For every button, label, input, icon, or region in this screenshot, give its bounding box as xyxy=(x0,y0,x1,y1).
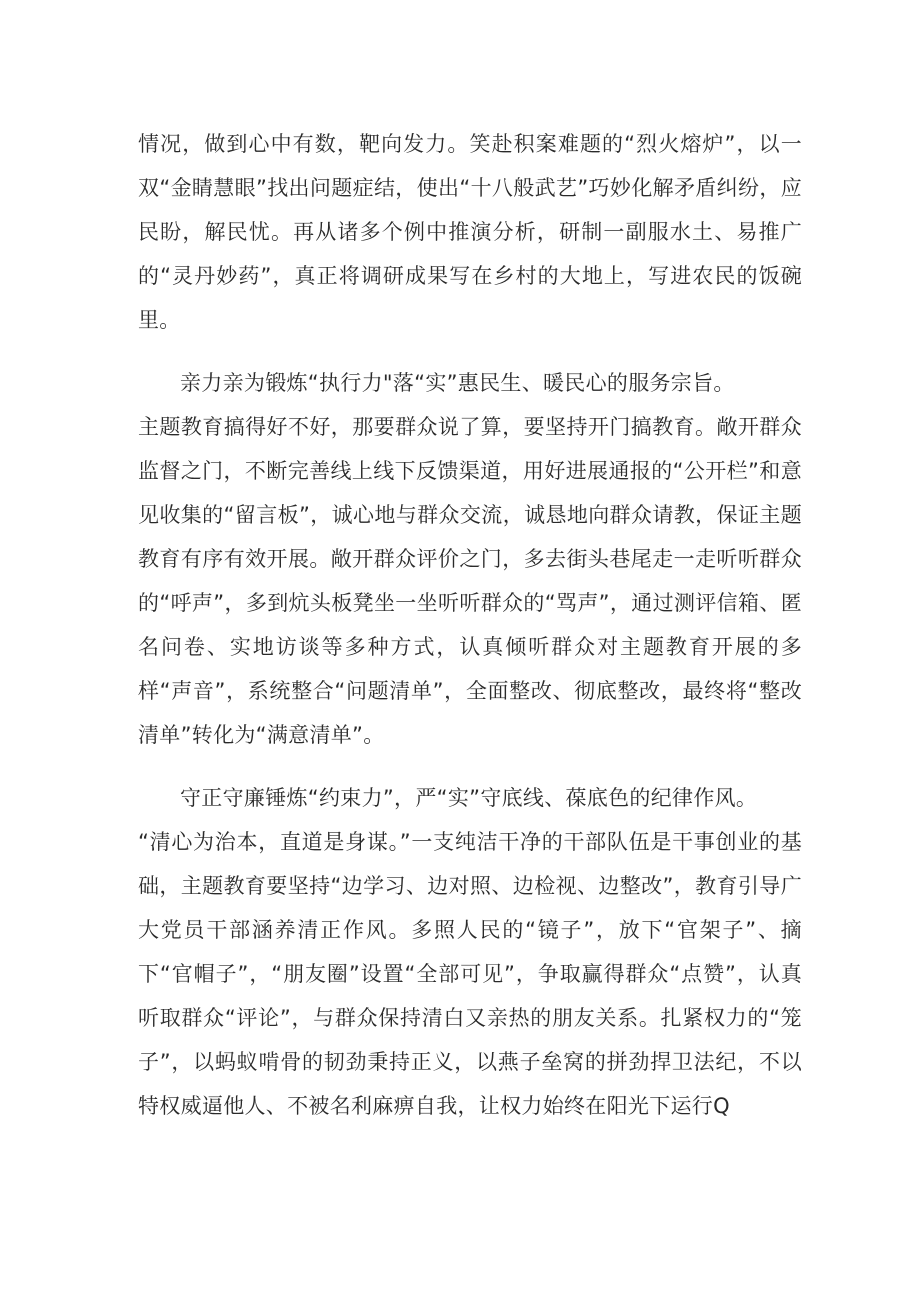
paragraph-3 xyxy=(138,776,802,1128)
paragraph-3-heading: 守正守廉锤炼“约束力”，严“实”守底线、葆底色的纪律作风。 xyxy=(180,786,758,810)
paragraph-3-text: “清心为治本，直道是身谋。”一支纯洁干净的干部队伍是干事创业的基础，主题教育要坚持“边学习、边对照、边检视、边整改”，教育引导广大党员干部涵养清正作风。多照人民的“镜子”，放下“官架子”、摘下“官帽子”，“朋友圈”设置“全部可见”，争取赢得群众“点赞”，认真听取群众“评论”，与群众保持清白又亲热的朋友关系。扎紧权力的“笼子”，以蚂蚁啃骨的韧劲秉持正义，以燕子垒窝的拼劲捍卫法纪，不以特权威逼他人、不被名利麻痹自我，让权力始终在阳光下运行Q xyxy=(138,830,802,1118)
paragraph-1-text: 情况，做到心中有数，靶向发力。笑赴积案难题的“烈火熔炉”，以一双“金睛慧眼”找出问题症结，使出“十八般武艺”巧妙化解矛盾纠纷，应民盼，解民忧。再从诸多个例中推演分析，研制一副服水土、易推广的“灵丹妙药”，真正将调研成果写在乡村的大地上，写进农民的饭碗里。 xyxy=(138,132,802,332)
paragraph-2-heading: 亲力亲为锻炼“执行力"落“实”惠民生、暖民心的服务宗旨。 xyxy=(180,371,735,395)
paragraph-2-text: 主题教育搞得好不好，那要群众说了算，要坚持开门搞教育。敞开群众监督之门，不断完善线上线下反馈渠道，用好进展通报的“公开栏”和意见收集的“留言板”，诚心地与群众交流，诚恳地向群众请教，保证主题教育有序有效开展。敞开群众评价之门，多去街头巷尾走一走听听群众的“呼声”，多到炕头板凳坐一坐听听群众的“骂声”，通过测评信箱、匿名问卷、实地访谈等多种方式，认真倾听群众对主题教育开展的多样“声音”，系统整合“问题清单”，全面整改、彻底整改，最终将“整改清单”转化为“满意清单”。 xyxy=(138,415,802,747)
document-body xyxy=(138,122,802,1147)
paragraph-1 xyxy=(138,122,802,342)
paragraph-2 xyxy=(138,361,802,757)
